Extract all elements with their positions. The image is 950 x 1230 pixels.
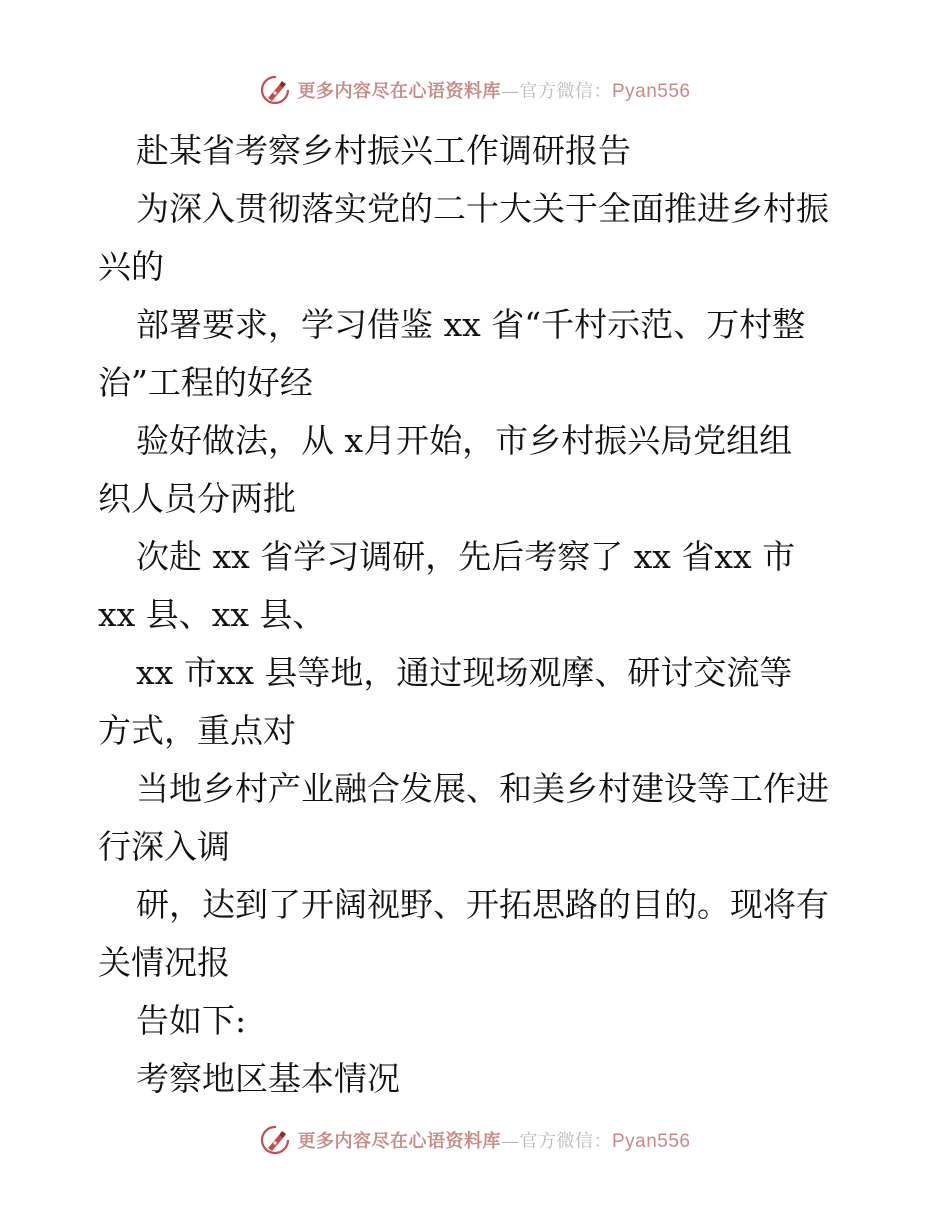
watermark-text <box>297 77 690 103</box>
paragraph-line: 验好做法，从 x月开始，市乡村振兴局党组组 <box>136 421 793 460</box>
watermark-banner-top <box>0 68 950 112</box>
paragraph-line: 关情况报 <box>98 943 230 982</box>
pen-nib-logo-icon <box>259 1124 291 1156</box>
watermark-main-text: 更多内容尽在心语资料库 <box>297 1131 501 1152</box>
paragraph-line: xx 县、xx 县、 <box>98 595 326 634</box>
watermark-wechat-id: Pyan556 <box>611 1131 691 1152</box>
watermark-dash: — <box>500 1131 520 1152</box>
paragraph-line: 方式，重点对 <box>98 711 296 750</box>
watermark-wechat-label: 官方微信： <box>519 1131 612 1152</box>
paragraph-line: xx 市xx 县等地，通过现场观摩、研讨交流等 <box>136 653 793 692</box>
watermark-dash: — <box>500 81 520 102</box>
document-title: 赴某省考察乡村振兴工作调研报告 <box>136 131 631 170</box>
paragraph-line: 研，达到了开阔视野、开拓思路的目的。现将有 <box>136 885 829 924</box>
watermark-main-text: 更多内容尽在心语资料库 <box>297 81 501 102</box>
document-body <box>98 122 858 1108</box>
watermark-text <box>297 1127 690 1153</box>
paragraph-line: 为深入贯彻落实党的二十大关于全面推进乡村振 <box>136 189 829 228</box>
paragraph-line: 当地乡村产业融合发展、和美乡村建设等工作进 <box>136 769 829 808</box>
paragraph-line: 次赴 xx 省学习调研，先后考察了 xx 省xx 市 <box>136 537 796 576</box>
watermark-banner-bottom <box>0 1118 950 1162</box>
paragraph-line: 兴的 <box>98 247 164 286</box>
paragraph-line: 告如下: <box>136 1001 247 1040</box>
pen-nib-logo-icon <box>259 74 291 106</box>
paragraph-line: 行深入调 <box>98 827 230 866</box>
paragraph-line: 织人员分两批 <box>98 479 296 518</box>
watermark-wechat-label: 官方微信： <box>519 81 612 102</box>
section-heading: 考察地区基本情况 <box>136 1059 400 1098</box>
paragraph-line: 部署要求，学习借鉴 xx 省“千村示范、万村整 <box>136 305 806 344</box>
paragraph-line: 治”工程的好经 <box>98 363 313 402</box>
watermark-wechat-id: Pyan556 <box>611 81 691 102</box>
